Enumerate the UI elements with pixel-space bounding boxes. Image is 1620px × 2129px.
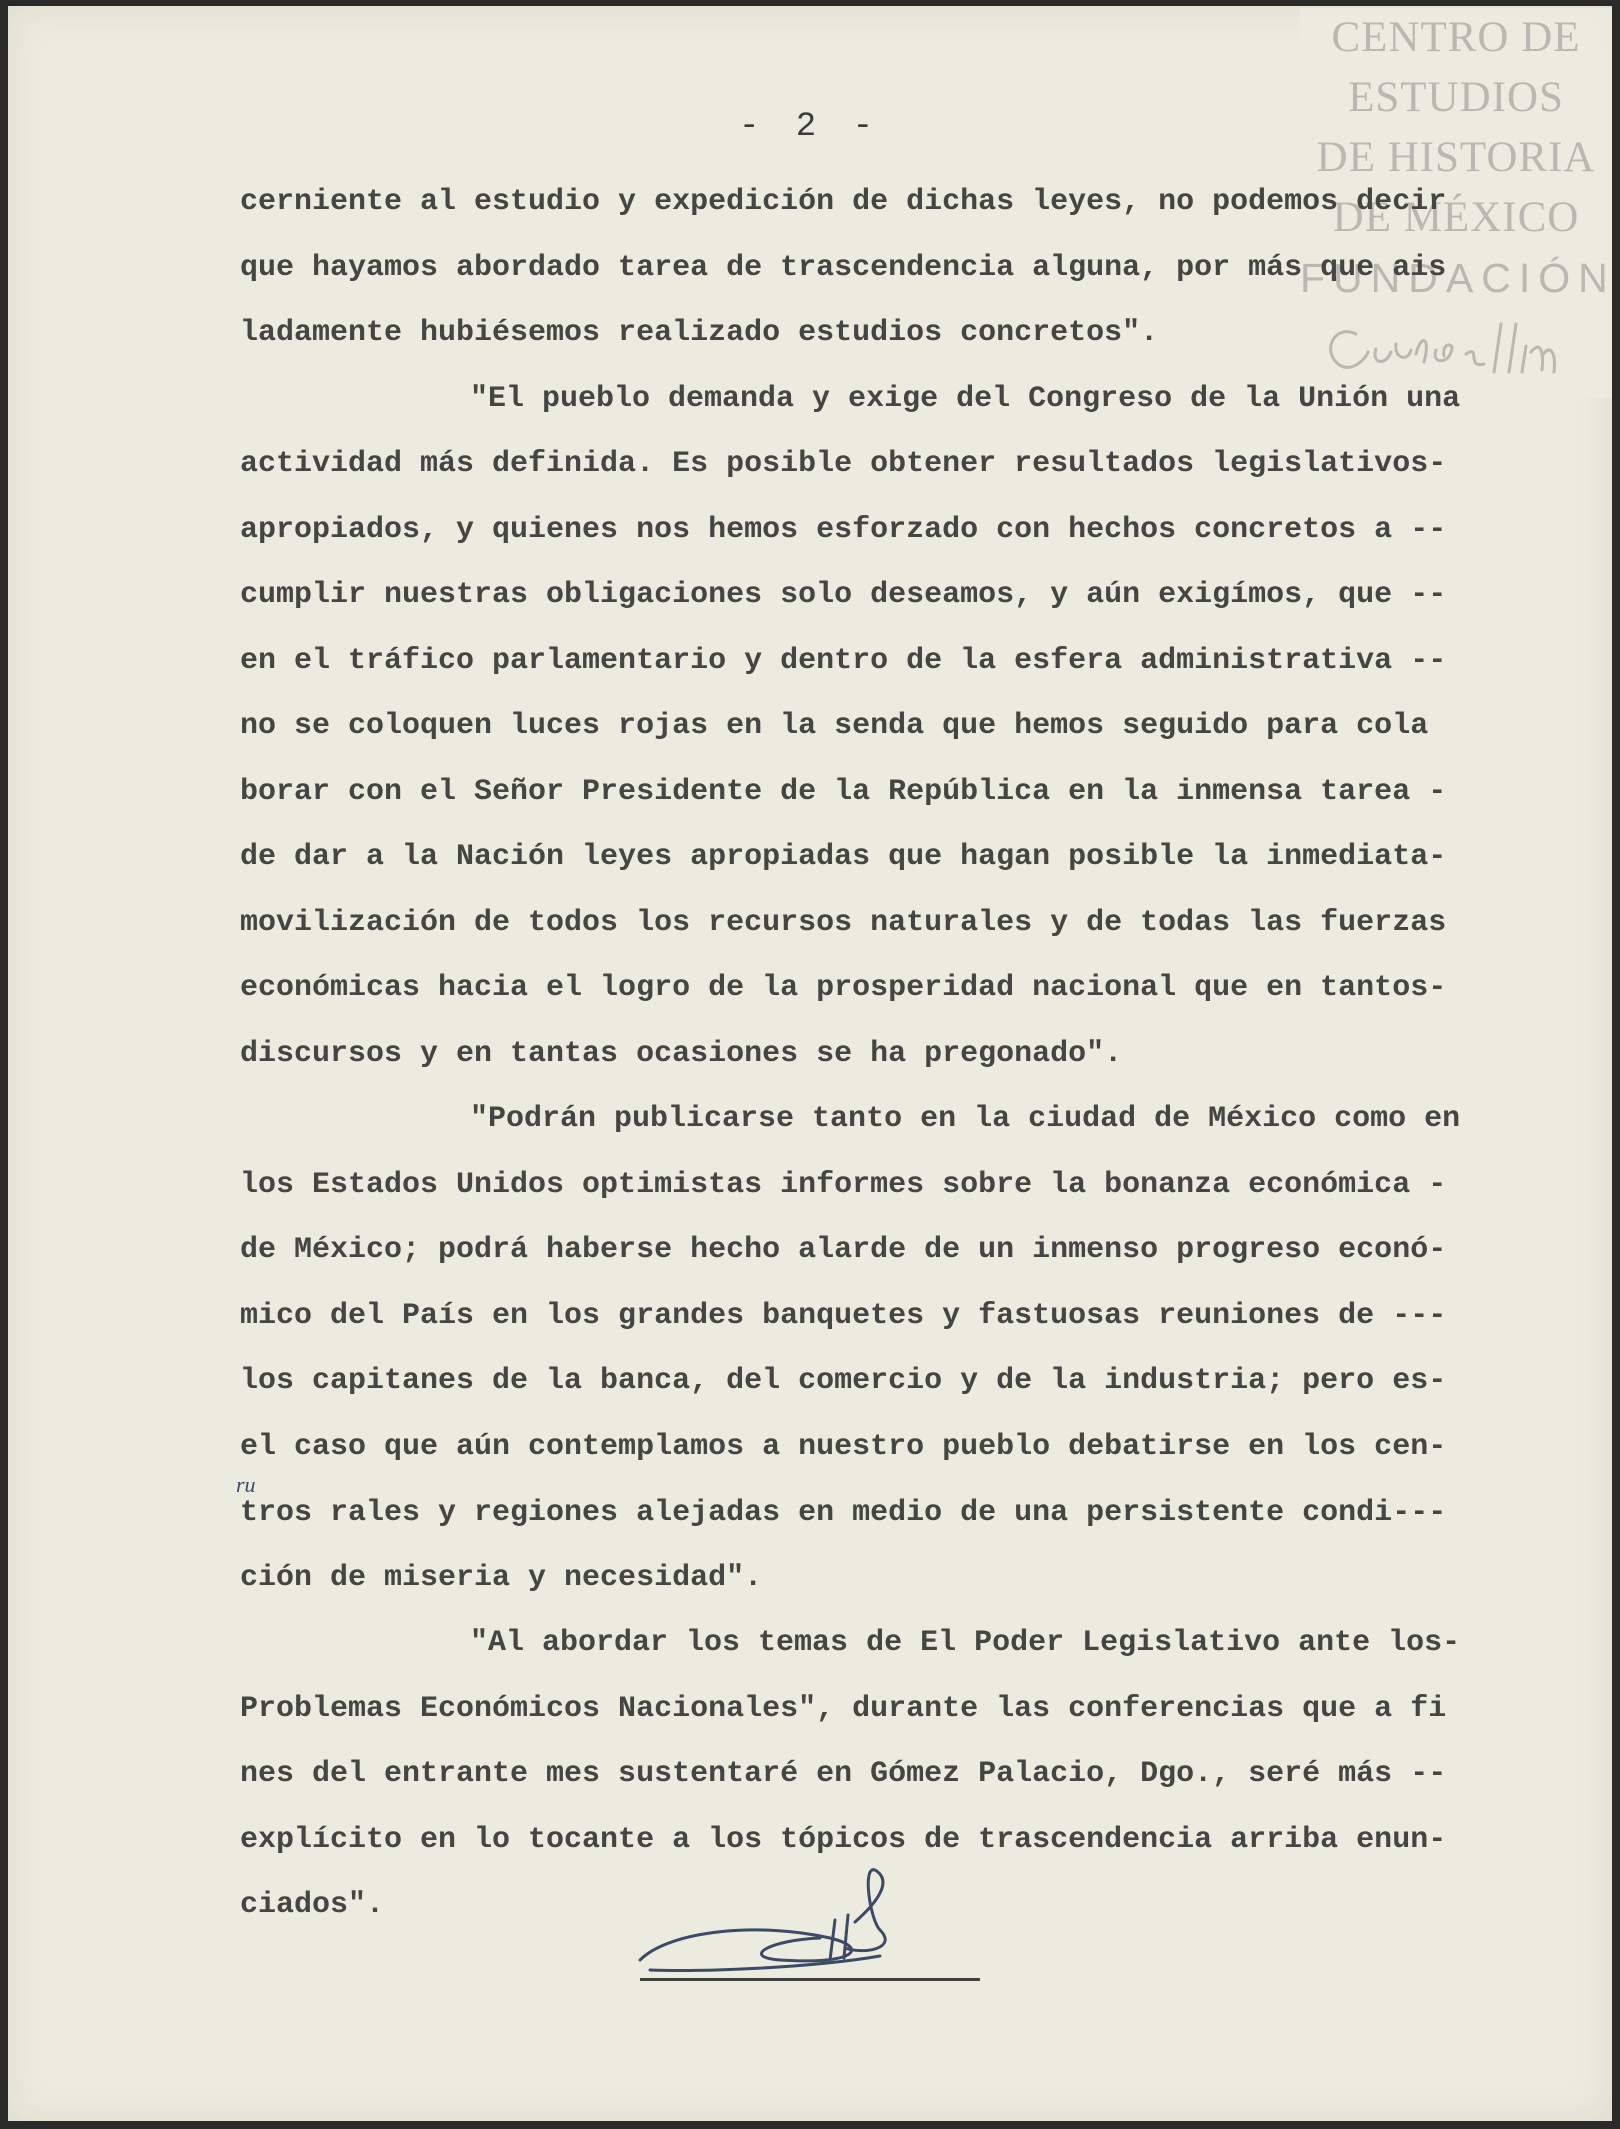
text-line: Problemas Económicos Nacionales", durante las conferencias que a fi xyxy=(240,1691,1447,1726)
text-line: cerniente al estudio y expedición de dichas leyes, no podemos decir xyxy=(240,185,1447,219)
text-line: que hayamos abordado tarea de trascendencia alguna, por más que ais xyxy=(240,250,1447,285)
text-line: movilización de todos los recursos naturales y de todas las fuerzas xyxy=(240,905,1447,940)
text-line: ladamente hubiésemos realizado estudios concretos". xyxy=(240,316,1159,350)
watermark-line: CENTRO DE xyxy=(1331,14,1581,61)
watermark-line: DE HISTORIA xyxy=(1316,134,1596,181)
text-line: no se coloquen luces rojas en la senda que hemos seguido para cola xyxy=(240,709,1429,743)
watermark-foundation: FUNDACIÓN xyxy=(1300,255,1616,301)
text-line: "Podrán publicarse tanto en la ciudad de México como en xyxy=(470,1102,1461,1136)
text-line: actividad más definida. Es posible obtener resultados legislativos- xyxy=(240,447,1447,481)
watermark-line: ESTUDIOS xyxy=(1348,74,1564,121)
text-line-with-correction: rutros rales y regiones alejadas en medio de una persistente condi--- xyxy=(236,1472,1447,1530)
text-line: mico del País en los grandes banquetes y fastuosas reuniones de --- xyxy=(240,1298,1447,1333)
text-line: los capitanes de la banca, del comercio y de la industria; pero es- xyxy=(240,1364,1447,1398)
page-number: - 2 - xyxy=(738,108,882,146)
text-line: ción de miseria y necesidad". xyxy=(240,1560,763,1595)
text-line: apropiados, y quienes nos hemos esforzado con hechos concretos a -- xyxy=(240,512,1447,547)
text-line: económicas hacia el logro de la prosperidad nacional que en tantos- xyxy=(240,971,1447,1005)
text-line: discursos y en tantas ocasiones se ha pregonado". xyxy=(240,1036,1123,1071)
text-line: "Al abordar los temas de El Poder Legislativo ante los- xyxy=(470,1626,1461,1660)
text-line: borar con el Señor Presidente de la República en la inmensa tarea - xyxy=(240,774,1447,809)
text-line: los Estados Unidos optimistas informes sobre la bonanza económica - xyxy=(240,1167,1447,1202)
signature-line xyxy=(640,1978,980,1981)
text-line: el caso que aún contemplamos a nuestro pueblo debatirse en los cen- xyxy=(240,1429,1447,1464)
text-line: explícito en lo tocante a los tópicos de trascendencia arriba enun- xyxy=(240,1822,1447,1857)
letter-body xyxy=(236,170,1520,1939)
text-line: de México; podrá haberse hecho alarde de un inmenso progreso econó- xyxy=(240,1233,1447,1267)
text-line: de dar a la Nación leyes apropiadas que hagan posible la inmediata- xyxy=(240,840,1447,874)
watermark-line: DE MÉXICO xyxy=(1332,194,1580,241)
text-line: cumplir nuestras obligaciones solo deseamos, y aún exigímos, que -- xyxy=(240,578,1447,612)
text-line: en el tráfico parlamentario y dentro de la esfera administrativa -- xyxy=(240,643,1447,678)
text-line: ciados". xyxy=(240,1888,385,1922)
handwritten-signature xyxy=(630,1860,990,1990)
text-line: tros rales y regiones alejadas en medio de una persistente condi--- xyxy=(240,1496,1447,1530)
text-line: nes del entrante mes sustentaré en Gómez Palacio, Dgo., seré más -- xyxy=(240,1757,1447,1791)
text-line: "El pueblo demanda y exige del Congreso de la Unión una xyxy=(470,381,1461,416)
